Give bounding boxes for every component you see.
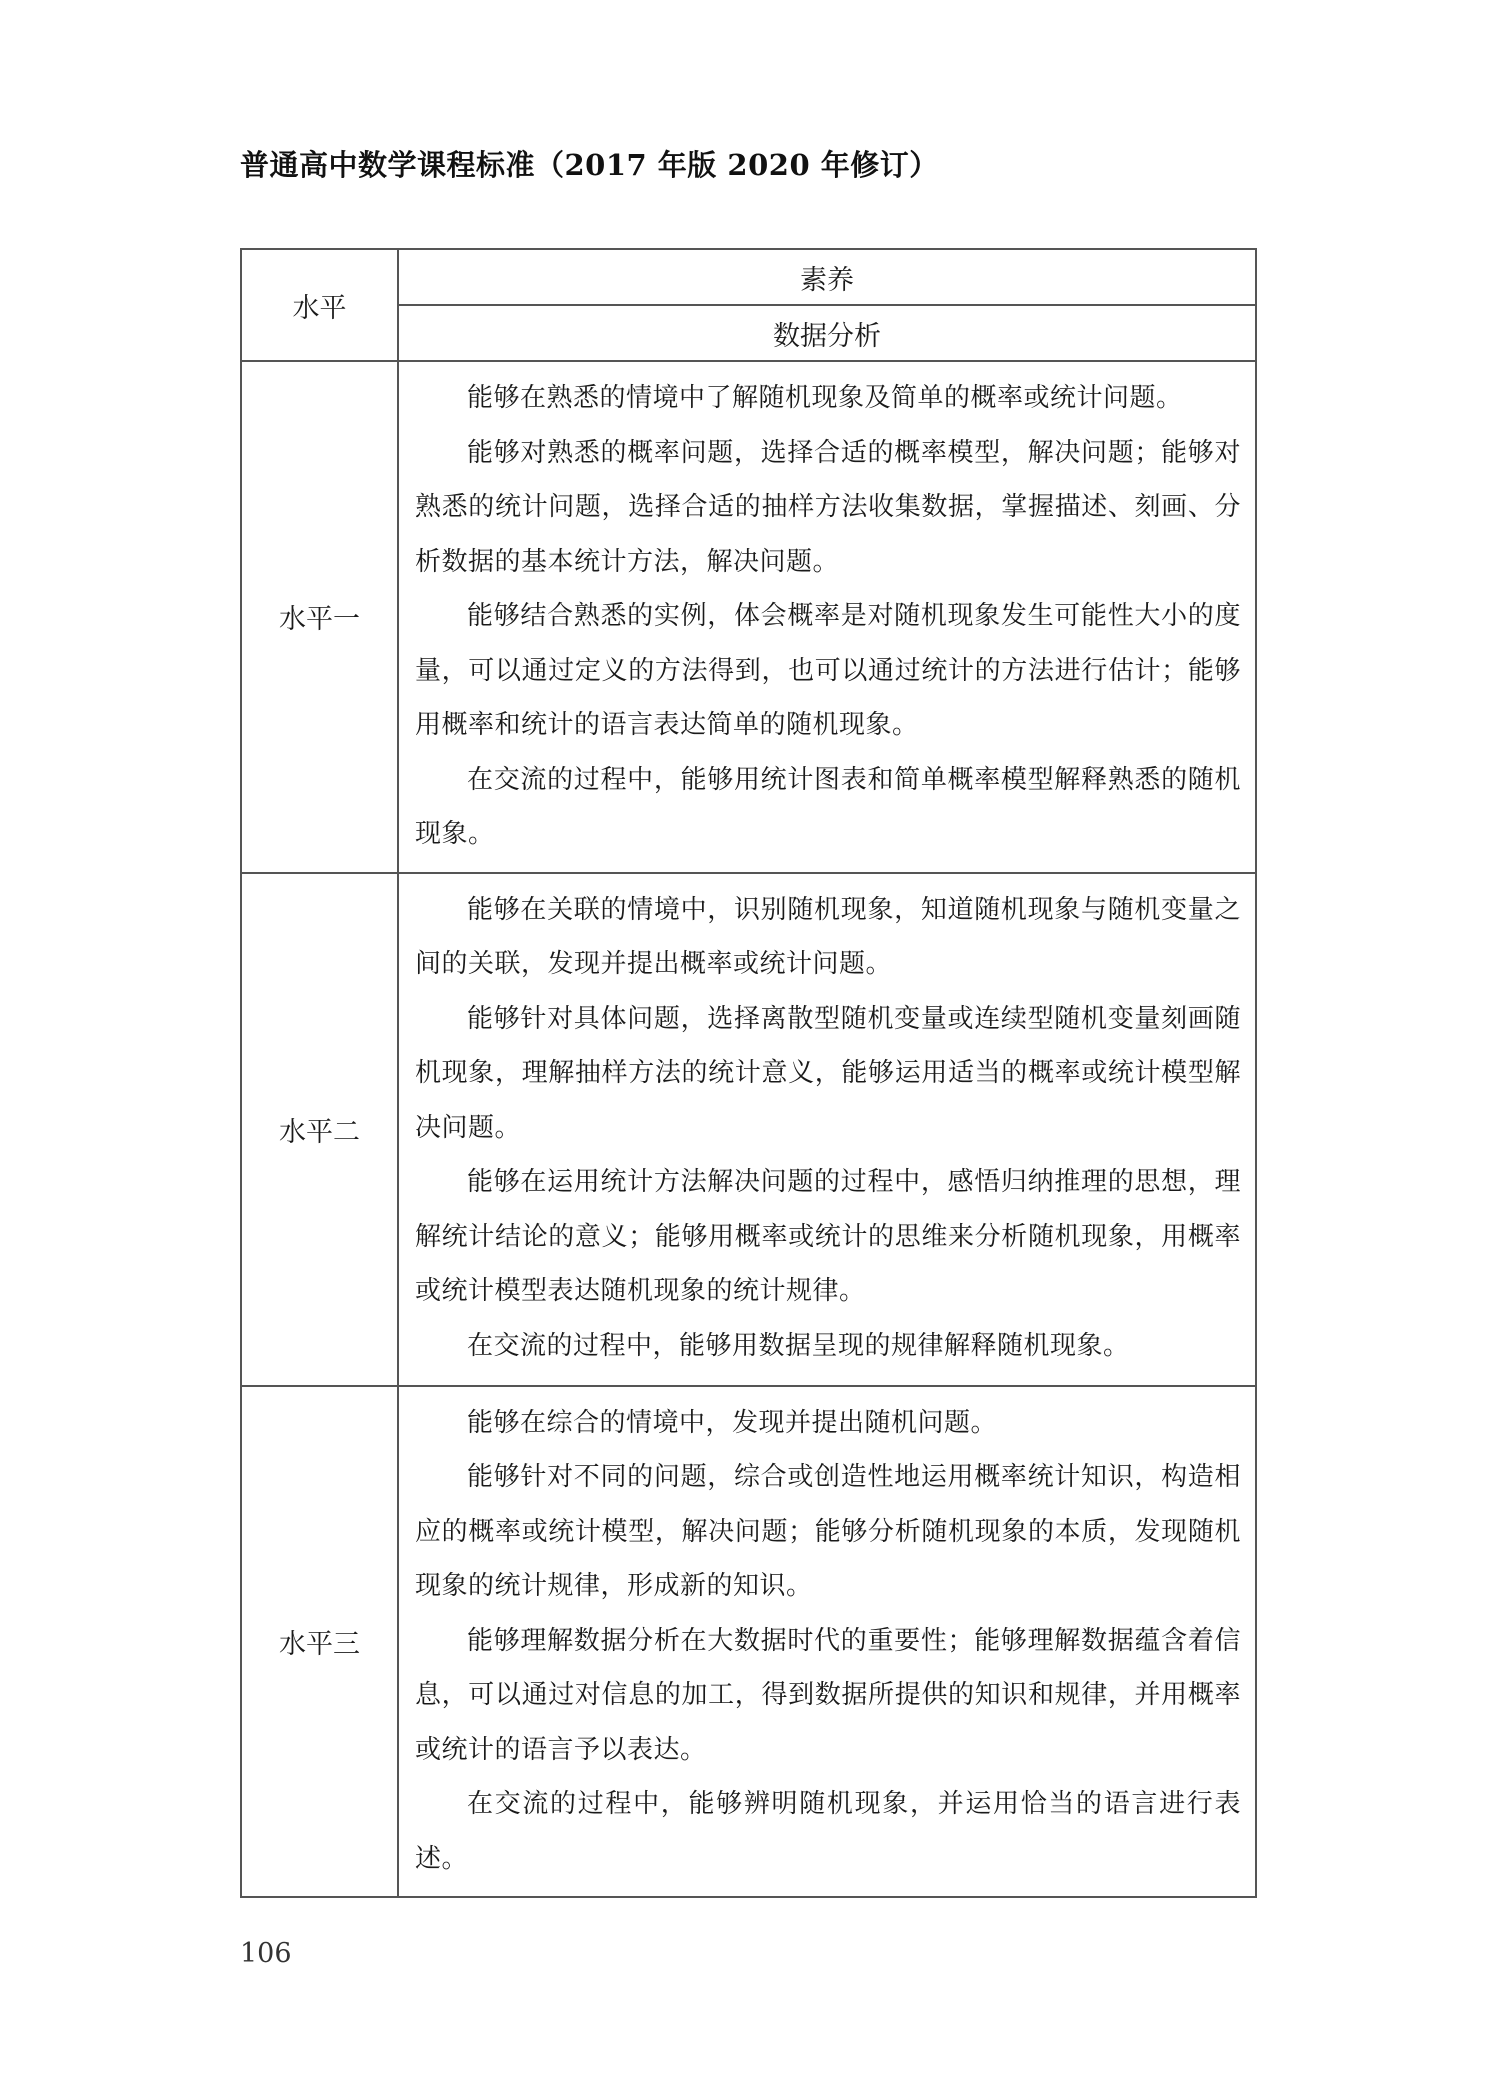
description-paragraph: 能够理解数据分析在大数据时代的重要性；能够理解数据蕴含着信息，可以通过对信息的加工，得到数据所提供的知识和规律，并用概率或统计的语言予以表达。 <box>415 1625 1241 1765</box>
description-paragraph: 能够在运用统计方法解决问题的过程中，感悟归纳推理的思想，理解统计结论的意义；能够用概率或统计的思维来分析随机现象，用概率或统计模型表达随机现象的统计规律。 <box>415 1167 1241 1306</box>
level-label: 水平三 <box>241 1386 398 1898</box>
literacy-level-table <box>240 248 1257 1898</box>
level-description <box>398 873 1256 1386</box>
description-paragraph: 能够针对具体问题，选择离散型随机变量或连续型随机变量刻画随机现象，理解抽样方法的统计意义，能够运用适当的概率或统计模型解决问题。 <box>415 1003 1241 1143</box>
level-label: 水平二 <box>241 873 398 1386</box>
description-paragraph: 在交流的过程中，能够辨明随机现象，并运用恰当的语言进行表述。 <box>415 1789 1241 1874</box>
column-header-literacy: 素养 <box>398 249 1256 305</box>
level-label: 水平一 <box>241 361 398 873</box>
column-header-level: 水平 <box>241 249 398 361</box>
description-paragraph: 在交流的过程中，能够用数据呈现的规律解释随机现象。 <box>467 1330 1130 1361</box>
level-description <box>398 1386 1256 1898</box>
page-header-title: 普通高中数学课程标准（2017 年版 2020 年修订） <box>240 148 939 182</box>
description-paragraph: 能够结合熟悉的实例，体会概率是对随机现象发生可能性大小的度量，可以通过定义的方法得到，也可以通过统计的方法进行估计；能够用概率和统计的语言表达简单的随机现象。 <box>415 601 1241 740</box>
table-row <box>241 361 1256 873</box>
column-header-data-analysis: 数据分析 <box>398 305 1256 361</box>
table-row <box>241 1386 1256 1898</box>
description-paragraph: 能够针对不同的问题，综合或创造性地运用概率统计知识，构造相应的概率或统计模型，解决问题；能够分析随机现象的本质，发现随机现象的统计规律，形成新的知识。 <box>415 1462 1241 1601</box>
description-paragraph: 能够在综合的情境中，发现并提出随机问题。 <box>467 1407 998 1438</box>
description-paragraph: 能够在关联的情境中，识别随机现象，知道随机现象与随机变量之间的关联，发现并提出概率或统计问题。 <box>415 894 1241 979</box>
level-description <box>398 361 1256 873</box>
description-paragraph: 能够对熟悉的概率问题，选择合适的概率模型，解决问题；能够对熟悉的统计问题，选择合适的抽样方法收集数据，掌握描述、刻画、分析数据的基本统计方法，解决问题。 <box>415 437 1241 577</box>
page-number: 106 <box>240 1938 292 1969</box>
table-row <box>241 873 1256 1386</box>
description-paragraph: 能够在熟悉的情境中了解随机现象及简单的概率或统计问题。 <box>467 383 1183 413</box>
description-paragraph: 在交流的过程中，能够用统计图表和简单概率模型解释熟悉的随机现象。 <box>415 764 1241 849</box>
